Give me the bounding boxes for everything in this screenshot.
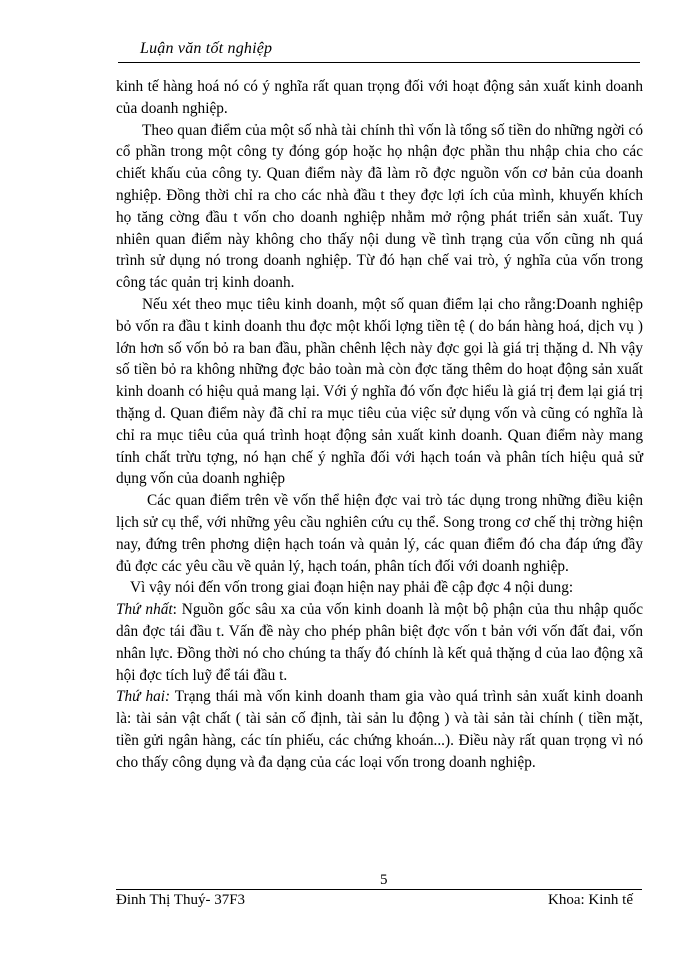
page-number: 5 bbox=[380, 872, 388, 888]
second-point-lead: Thứ hai: bbox=[116, 688, 171, 706]
footer-faculty: Khoa: Kinh tế bbox=[548, 892, 633, 908]
paragraph-finance-view: Theo quan điểm của một số nhà tài chính thì vốn là tổng số tiền do những ngời có cổ phần trong một công ty đóng góp hoặc họ nhận đợc phần thu nhập chia cho các chiết khấu của công ty. Quan điểm này đã làm rõ đợc nguồn vốn cơ bản của doanh nghiệp. Đồng thời chỉ ra cho các nhà đầu t they đợc lợi ích của mình, khuyến khích họ tăng cờng đầu t vốn cho doanh nghiệp nhằm mở rộng phát triển sản xuất. Tuy nhiên quan điểm này không cho thấy nội dung về tình trạng của vốn cũng nh quá trình sử dụng nó trong doanh nghiệp. Từ đó hạn chế vai trò, ý nghĩa của vốn trong công tác quản trị kinh doanh. bbox=[116, 121, 643, 292]
paragraph-continuation: kinh tế hàng hoá nó có ý nghĩa rất quan trọng đối với hoạt động sản xuất kinh doanh của doanh nghiệp. bbox=[116, 78, 643, 117]
first-point-text: : Nguồn gốc sâu xa của vốn kinh doanh là một bộ phận của thu nhập quốc dân đợc tái đầu t. Vấn đề này cho phép phân biệt đợc vốn t bản với vốn đất đai, vốn nhân lực. Đồng thời nó cho chúng ta thấy đó chính là kết quả thặng d của lao động xã hội đợc tích luỹ để tái đầu t. bbox=[116, 601, 643, 684]
footer-divider bbox=[116, 889, 642, 890]
footer-author: Đinh Thị Thuý- 37F3 bbox=[116, 892, 246, 908]
first-point-lead: Thứ nhất bbox=[116, 601, 173, 619]
document-body bbox=[116, 76, 643, 774]
second-point-text: Trạng thái mà vốn kinh doanh tham gia vào quá trình sản xuất kinh doanh là: tài sản vật chất ( tài sản cố định, tài sản lu động ) và tài sản tài chính ( tiền mặt, tiền gửi ngân hàng, các tín phiếu, các chứng khoán...). Điều này rất quan trọng vì nó cho thấy công dụng và đa dạng của các loại vốn trong doanh nghiệp. bbox=[116, 688, 643, 771]
paragraph-business-goal-view: Nếu xét theo mục tiêu kinh doanh, một số quan điểm lại cho rằng:Doanh nghiệp bỏ vốn ra đầu t kinh doanh thu đợc một khối lợng tiền tệ ( do bán hàng hoá, dịch vụ ) lớn hơn số vốn bỏ ra ban đầu, phần chênh lệch này đợc gọi là giá trị thặng d. Nh vậy số tiền bỏ ra không những đợc bảo toàn mà còn đợc tăng thêm do hoạt động sản xuất kinh doanh có hiệu quả mang lại. Với ý nghĩa đó vốn đợc hiểu là giá trị đem lại giá trị thặng d. Quan điểm này đã chỉ ra mục tiêu của việc sử dụng vốn và cũng có nghĩa là chỉ ra mục tiêu của quá trình hoạt động sản xuất kinh doanh. Quan điểm này mang tính chất trừu tợng, nó hạn chế ý nghĩa đối với hạch toán và phân tích hiệu quả sử dụng vốn của doanh nghiệp bbox=[116, 295, 643, 488]
paragraph-second-point bbox=[116, 686, 643, 773]
header-divider bbox=[118, 62, 640, 63]
paragraph-first-point bbox=[116, 599, 643, 686]
paragraph-four-contents: Vì vậy nói đến vốn trong giai đoạn hiện nay phải đề cập đợc 4 nội dung: bbox=[130, 579, 574, 597]
paragraph-views-summary: Các quan điểm trên về vốn thể hiện đợc vai trò tác dụng trong những điều kiện lịch sử cụ thể, với những yêu cầu nghiên cứu cụ thể. Song trong cơ chế thị trờng hiện nay, đứng trên phơng diện hạch toán và quản lý, các quan điểm đó cha đáp ứng đầy đủ đợc các yêu cầu về quản lý, hạch toán, phân tích đối với doanh nghiệp. bbox=[116, 492, 643, 575]
header-title: Luận văn tốt nghiệp bbox=[140, 40, 273, 57]
